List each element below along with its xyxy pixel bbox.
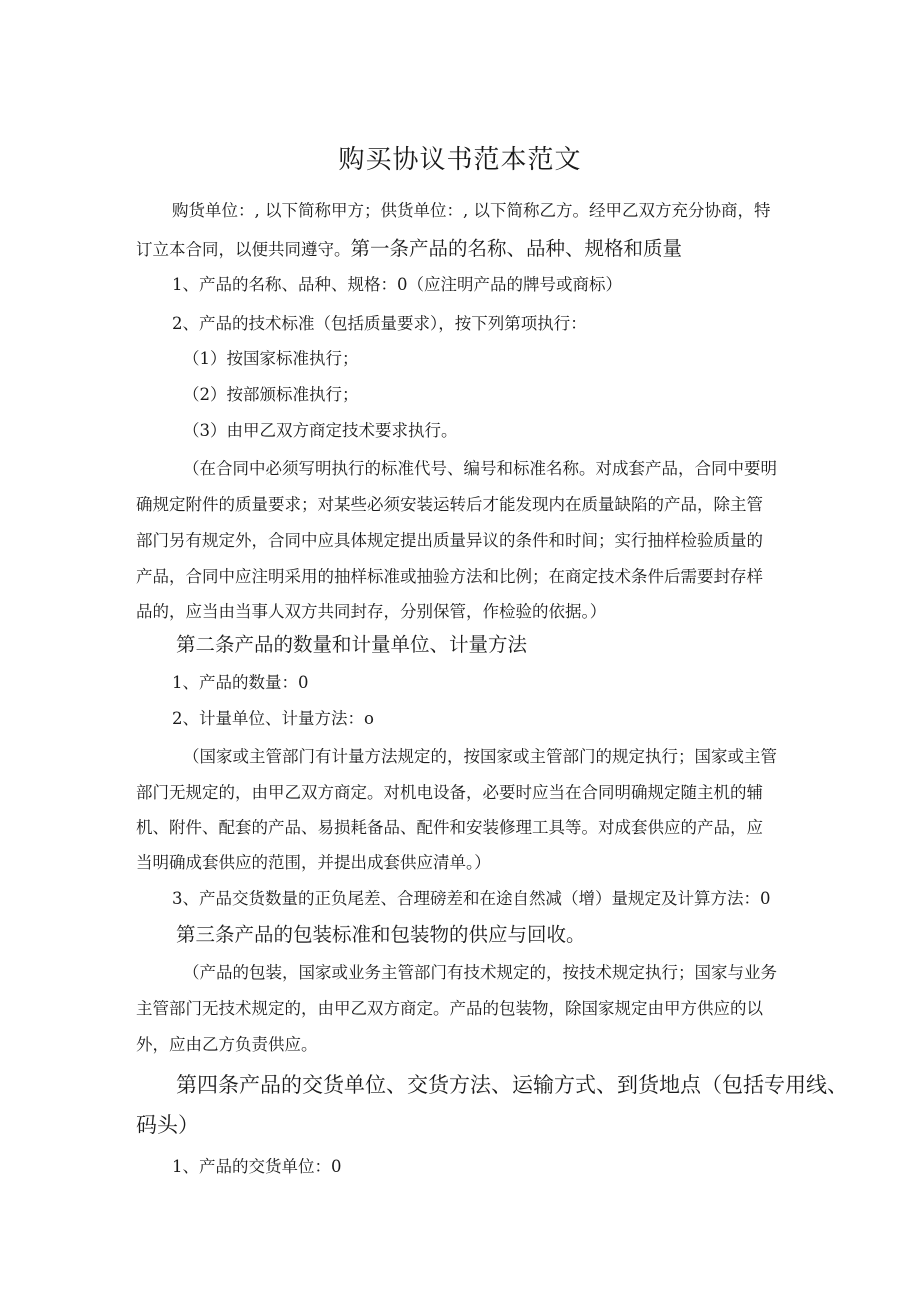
article-2-item-2: 2、计量单位、计量方法：o (172, 709, 374, 728)
intro-line-1: 购货单位：, 以下简称甲方；供货单位：, 以下简称乙方。经甲乙双方充分协商，特 (172, 201, 771, 220)
article-1-note-line-1: （在合同中必须写明执行的标准代号、编号和标准名称。对成套产品，合同中要明 (183, 459, 777, 478)
article-1-heading: 第一条产品的名称、品种、规格和质量 (350, 237, 683, 260)
article-1-option-1: （1）按国家标准执行； (183, 349, 359, 368)
article-2-note-line-3: 机、附件、配套的产品、易损耗备品、配件和安装修理工具等。对成套供应的产品，应 (136, 818, 763, 837)
article-3-note-line-2: 主管部门无技术规定的，由甲乙双方商定。产品的包装物，除国家规定由甲方供应的以 (136, 999, 763, 1018)
article-1-item-1: 1、产品的名称、品种、规格：0（应注明产品的牌号或商标） (172, 275, 622, 294)
article-3-note-line-1: （产品的包装，国家或业务主管部门有技术规定的，按技术规定执行；国家与业务 (183, 963, 777, 982)
article-2-heading: 第二条产品的数量和计量单位、计量方法 (176, 633, 528, 656)
article-4-heading-line-2: 码头） (136, 1113, 199, 1137)
article-4-heading-line-1: 第四条产品的交货单位、交货方法、运输方式、到货地点（包括专用线、 (176, 1073, 848, 1097)
article-3-note-line-3: 外，应由乙方负责供应。 (136, 1035, 318, 1054)
article-2-item-1: 1、产品的数量：0 (172, 673, 309, 692)
article-1-item-2: 2、产品的技术标准（包括质量要求），按下列第项执行： (172, 314, 587, 333)
article-2-note-line-1: （国家或主管部门有计量方法规定的，按国家或主管部门的规定执行；国家或主管 (183, 747, 777, 766)
document-title: 购买协议书范本范文 (338, 145, 582, 175)
article-4-item-1: 1、产品的交货单位：0 (172, 1157, 342, 1176)
article-1-note-line-5: 品的，应当由当事人双方共同封存，分别保管，作检验的依据。） (136, 602, 607, 621)
intro-line-2 (136, 236, 682, 262)
article-1-option-3: （3）由甲乙双方商定技术要求执行。 (183, 421, 458, 440)
article-3-heading: 第三条产品的包装标准和包装物的供应与回收。 (176, 923, 586, 946)
article-1-option-2: （2）按部颁标准执行； (183, 385, 359, 404)
intro-line-2-text: 订立本合同，以便共同遵守。 (136, 240, 351, 259)
article-2-item-3: 3、产品交货数量的正负尾差、合理磅差和在途自然减（增）量规定及计算方法：0 (172, 889, 771, 908)
article-2-note-line-2: 部门无规定的，由甲乙双方商定。对机电设备，必要时应当在合同明确规定随主机的辅 (136, 783, 763, 802)
article-1-note-line-3: 部门另有规定外，合同中应具体规定提出质量异议的条件和时间；实行抽样检验质量的 (136, 531, 763, 550)
article-1-note-line-2: 确规定附件的质量要求；对某些必须安装运转后才能发现内在质量缺陷的产品，除主管 (136, 495, 763, 514)
article-2-note-line-4: 当明确成套供应的范围，并提出成套供应清单。） (136, 853, 491, 872)
article-1-note-line-4: 产品，合同中应注明采用的抽样标准或抽验方法和比例；在商定技术条件后需要封存样 (136, 567, 763, 586)
